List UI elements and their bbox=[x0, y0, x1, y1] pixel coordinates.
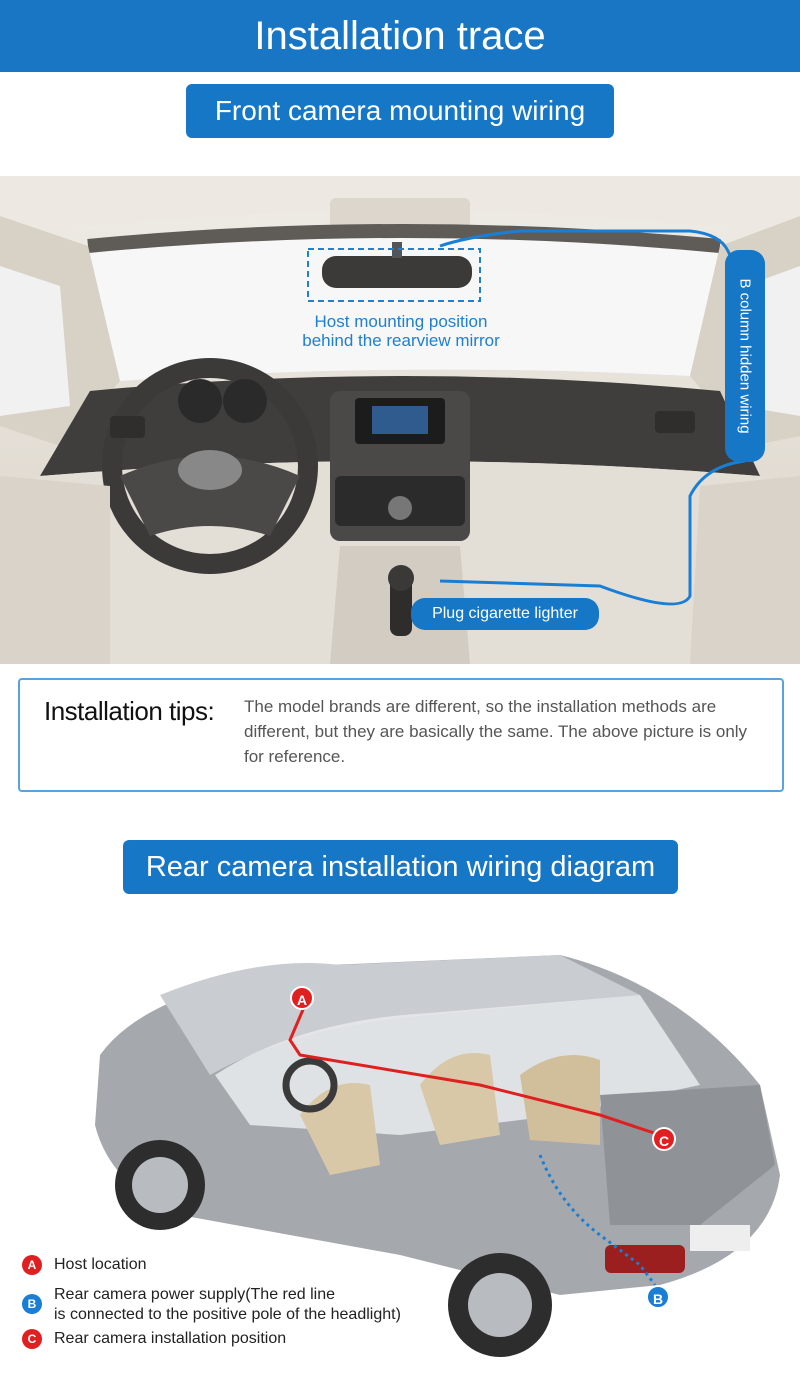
legend-a-icon: A bbox=[22, 1255, 42, 1275]
host-mounting-label bbox=[286, 312, 516, 350]
marker-b: B bbox=[646, 1285, 670, 1309]
b-column-wiring-label bbox=[725, 250, 765, 462]
page-title-banner bbox=[0, 0, 800, 72]
car-interior-illustration bbox=[0, 176, 800, 664]
marker-a: A bbox=[290, 986, 314, 1010]
installation-tips-box bbox=[18, 678, 784, 792]
plug-cigarette-lighter-label: Plug cigarette lighter bbox=[411, 598, 599, 630]
b-column-wiring-text: B column hidden wiring bbox=[736, 278, 754, 434]
host-mounting-label-line2: behind the rearview mirror bbox=[302, 331, 500, 350]
rearview-mirror bbox=[322, 256, 472, 288]
rear-camera-heading: Rear camera installation wiring diagram bbox=[123, 840, 678, 894]
marker-c: C bbox=[652, 1127, 676, 1151]
legend-a-text: Host location bbox=[54, 1256, 147, 1273]
legend-c-text: Rear camera installation position bbox=[54, 1330, 287, 1347]
installation-tips-text: The model brands are different, so the installation methods are different, but they are basically the same. The above picture is only for reference. bbox=[244, 697, 748, 766]
legend-b-icon: B bbox=[22, 1294, 42, 1314]
legend-b-text-line1: Rear camera power supply(The red line bbox=[54, 1286, 336, 1303]
installation-tips-title: Installation tips: bbox=[44, 696, 215, 726]
page-title: Installation trace bbox=[254, 14, 546, 58]
host-mounting-label-line1: Host mounting position bbox=[314, 312, 488, 331]
legend-c-icon: C bbox=[22, 1329, 42, 1349]
legend-b-text-line2: is connected to the positive pole of the headlight) bbox=[54, 1306, 401, 1323]
front-camera-heading: Front camera mounting wiring bbox=[186, 84, 614, 138]
car-interior-photo bbox=[0, 176, 800, 664]
